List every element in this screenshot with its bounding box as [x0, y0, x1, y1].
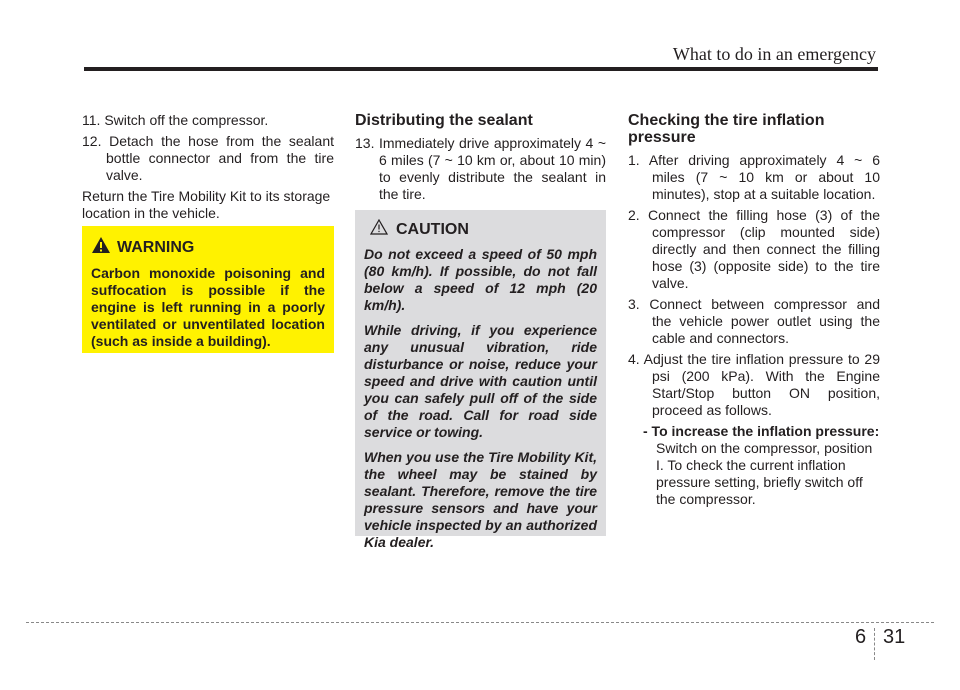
step-text: Immediately drive approximately 4 ~ 6 miles (7 ~ 10 km or, about 10 min) to evenly distribute the sealant in the tire. — [379, 135, 606, 202]
step-number: 3. — [628, 296, 640, 312]
caution-title: CAUTION — [396, 220, 469, 238]
step-12 — [82, 133, 334, 184]
step-4 — [628, 351, 880, 419]
step-number: 2. — [628, 207, 640, 223]
footer-rule — [26, 622, 934, 623]
page-number-divider — [874, 628, 875, 660]
caution-paragraph: When you use the Tire Mobility Kit, the wheel may be stained by sealant. Therefore, remove the tire pressure sensors and have your vehicle inspected by an authorized Kia dealer. — [364, 449, 597, 550]
step-11 — [82, 112, 334, 129]
sub-text: Switch on the compressor, position I. To check the current inflation pressure setting, briefly switch off the compressor. — [656, 440, 873, 507]
step-1 — [628, 152, 880, 203]
step-number: 13. — [355, 135, 375, 151]
step-text: After driving approximately 4 ~ 6 miles (7 ~ 10 km or about 10 minutes), stop at a suitable location. — [648, 152, 880, 202]
step-text: Connect the filling hose (3) of the compressor (clip mounted side) directly and then connect the filling hose (3) (opposite side) to the tire valve. — [648, 207, 880, 291]
warning-header — [91, 236, 325, 259]
column-2 — [355, 112, 606, 207]
step-13 — [355, 135, 606, 203]
distributing-heading: Distributing the sealant — [355, 112, 533, 129]
header-rule — [84, 67, 878, 71]
step-number: 1. — [628, 152, 640, 168]
caution-paragraph: Do not exceed a speed of 50 mph (80 km/h). If possible, do not fall below a speed of 12 mph (20 km/h). — [364, 246, 597, 313]
caution-paragraph: While driving, if you experience any unusual vibration, ride disturbance or noise, reduce your speed and drive with caution until you can safely pull off of the side of the road. Call for road side service or towing. — [364, 322, 597, 440]
section-title: What to do in an emergency — [672, 44, 876, 64]
return-kit-paragraph: Return the Tire Mobility Kit to its storage location in the vehicle. — [82, 188, 331, 221]
step-3 — [628, 296, 880, 347]
caution-triangle-icon — [370, 219, 388, 240]
warning-title: WARNING — [117, 238, 195, 256]
step-text: Connect between compressor and the vehicle power outlet using the cable and connectors. — [649, 296, 880, 346]
step-number: 11. — [82, 112, 101, 128]
column-3 — [628, 112, 880, 508]
sub-label: - To increase the inflation pressure: — [643, 423, 880, 439]
caution-header — [370, 219, 597, 240]
warning-text: Carbon monoxide poisoning and suffocation is possible if the engine is left running in a poorly ventilated or unventilated location (such as inside a building). — [91, 265, 325, 349]
chapter-number: 6 — [855, 626, 867, 648]
step-text: Detach the hose from the sealant bottle connector and from the tire valve. — [106, 133, 334, 183]
caution-text — [364, 246, 597, 551]
column-1 — [82, 112, 334, 226]
step-number: 12. — [82, 133, 102, 149]
step-text: Switch off the compressor. — [104, 112, 269, 128]
step-2 — [628, 207, 880, 292]
page-number: 31 — [883, 626, 906, 648]
warning-box — [82, 226, 334, 353]
checking-heading: Checking the tire inflation pressure — [628, 112, 825, 146]
increase-pressure-instruction — [628, 423, 880, 508]
warning-triangle-icon — [91, 236, 111, 259]
step-text: Adjust the tire inflation pressure to 29 psi (200 kPa). With the Engine Start/Stop button ON position, proceed as follows. — [643, 351, 880, 418]
caution-box — [355, 210, 606, 550]
step-number: 4. — [628, 351, 640, 367]
